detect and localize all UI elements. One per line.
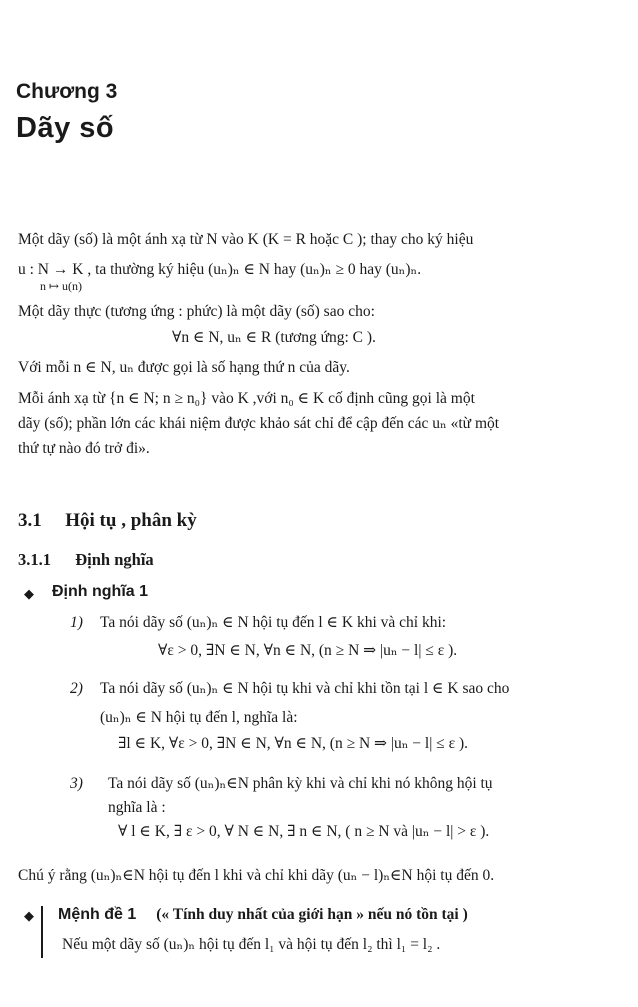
section-title: Hội tụ , phân kỳ — [65, 510, 197, 531]
intro-line-1: Một dãy (số) là một ánh xạ từ N vào K (K = R hoặc C ); thay cho ký hiệu — [18, 231, 474, 248]
definition-item-1-number: 1) — [70, 614, 83, 631]
intro-line-6: Mỗi ánh xạ từ {n ∈ N; n ≥ n₀} vào K ,với n₀ ∈ K cố định cũng gọi là một — [18, 390, 475, 407]
proposition-subtitle: (« Tính duy nhất của giới hạn » nếu nó tồn tại ) — [156, 906, 468, 923]
definition-item-3-text: Ta nói dãy số (uₙ)ₙ∈N phân kỳ khi và chỉ khi nó không hội tụ — [108, 775, 493, 792]
definition-item-3-formula: ∀ l ∈ K, ∃ ε > 0, ∀ N ∈ N, ∃ n ∈ N, ( n ≥ N và |uₙ − l| > ε ). — [118, 823, 490, 840]
intro-line-7: dãy (số); phần lớn các khái niệm được khảo sát chỉ để cập đến các uₙ «từ một — [18, 415, 500, 432]
definition-item-3-number: 3) — [70, 775, 83, 792]
proposition-text: Nếu một dãy số (uₙ)ₙ hội tụ đến l₁ và hội tụ đến l₂ thì l₁ = l₂ . — [62, 936, 441, 953]
intro-mapping-note: n ↦ u(n) — [40, 279, 83, 293]
definition-item-2-text-2: (uₙ)ₙ ∈ N hội tụ đến l, nghĩa là: — [100, 709, 298, 726]
intro-line-3: Một dãy thực (tương ứng : phức) là một dãy (số) sao cho: — [18, 303, 375, 320]
subsection-title: Định nghĩa — [75, 550, 154, 569]
intro-line-2: u : N → K , ta thường ký hiệu (uₙ)ₙ ∈ N hay (uₙ)ₙ ≥ 0 hay (uₙ)ₙ. — [18, 261, 422, 278]
chapter-label: Chương 3 — [16, 80, 118, 103]
proposition-heading: Mệnh đề 1 — [58, 906, 137, 923]
intro-line-5: Với mỗi n ∈ N, uₙ được gọi là số hạng thứ n của dãy. — [18, 359, 350, 376]
intro-formula: ∀n ∈ N, uₙ ∈ R (tương ứng: C ). — [172, 329, 376, 346]
definition-item-2-number: 2) — [70, 680, 83, 697]
definition-item-2-text: Ta nói dãy số (uₙ)ₙ ∈ N hội tụ khi và chỉ khi tồn tại l ∈ K sao cho — [100, 680, 510, 697]
subsection-heading — [18, 550, 154, 570]
section-heading — [18, 510, 197, 532]
proposition-heading-line — [58, 905, 468, 925]
definition-item-3-text-2: nghĩa là : — [108, 799, 166, 816]
chapter-title: Dãy số — [16, 112, 115, 144]
definition-heading: Định nghĩa 1 — [52, 583, 148, 600]
section-number: 3.1 — [18, 510, 42, 531]
definition-item-1-text: Ta nói dãy số (uₙ)ₙ ∈ N hội tụ đến l ∈ K khi và chỉ khi: — [100, 614, 447, 631]
definition-item-2-formula: ∃l ∈ K, ∀ε > 0, ∃N ∈ N, ∀n ∈ N, (n ≥ N ⇒ |uₙ − l| ≤ ε ). — [118, 735, 469, 752]
remark: Chú ý rằng (uₙ)ₙ∈N hội tụ đến l khi và chỉ khi dãy (uₙ − l)ₙ∈N hội tụ đến 0. — [18, 867, 495, 884]
intro-line-8: thứ tự nào đó trở đi». — [18, 440, 150, 457]
definition-item-1-formula: ∀ε > 0, ∃N ∈ N, ∀n ∈ N, (n ≥ N ⇒ |uₙ − l| ≤ ε ). — [158, 642, 458, 659]
proposition-left-rule — [41, 906, 43, 958]
definition-bullet-icon: ◆ — [24, 586, 34, 601]
proposition-bullet-icon: ◆ — [24, 908, 34, 923]
subsection-number: 3.1.1 — [18, 550, 51, 569]
